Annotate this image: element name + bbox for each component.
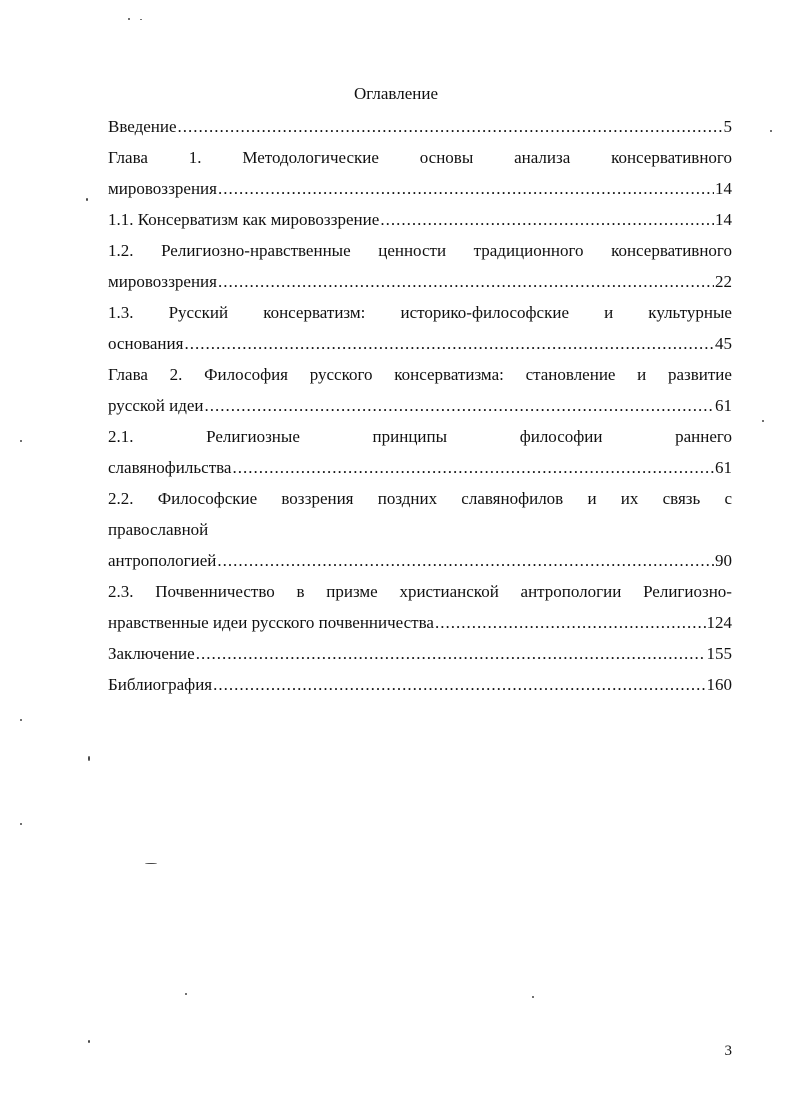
toc-word: и bbox=[604, 303, 614, 322]
dot-leader bbox=[184, 333, 714, 355]
toc-word: воззрения bbox=[281, 489, 354, 508]
toc-entry bbox=[108, 147, 732, 200]
scan-speck bbox=[770, 130, 772, 132]
toc-page-number: 14 bbox=[715, 179, 732, 198]
toc-entry-line bbox=[108, 581, 732, 603]
toc-entry-text: антропологией bbox=[108, 551, 217, 570]
scan-speck bbox=[128, 18, 130, 20]
toc-word: славянофилов bbox=[461, 489, 564, 508]
toc-entry bbox=[108, 581, 732, 634]
toc-page-number: 61 bbox=[715, 458, 732, 477]
toc-page-number: 5 bbox=[723, 117, 732, 136]
toc-word: с bbox=[724, 489, 732, 508]
toc-word: связь bbox=[662, 489, 701, 508]
toc-entry-text: мировоззрения bbox=[108, 272, 217, 291]
dot-leader bbox=[205, 395, 714, 417]
dot-leader bbox=[196, 643, 706, 665]
toc-leader-line bbox=[108, 674, 732, 696]
toc-entry-text: Библиография bbox=[108, 675, 213, 694]
toc-word: консерватизма: bbox=[394, 365, 504, 384]
toc-entry-text: Заключение bbox=[108, 644, 195, 663]
toc-word: анализа bbox=[514, 148, 571, 167]
toc-entry-text: 1.1. Консерватизм как мировоззрение bbox=[108, 210, 380, 229]
scan-speck bbox=[20, 440, 22, 442]
toc-word: в bbox=[296, 582, 305, 601]
toc-entry-text: Введение bbox=[108, 117, 177, 136]
toc-word: основы bbox=[419, 148, 474, 167]
toc-word: 1.2. bbox=[108, 241, 134, 260]
toc-word: и bbox=[587, 489, 597, 508]
toc-word: философии bbox=[519, 427, 603, 446]
toc-leader-line bbox=[108, 209, 732, 231]
dot-leader bbox=[435, 612, 706, 634]
toc-word: 2. bbox=[169, 365, 183, 384]
toc-page-number: 22 bbox=[715, 272, 732, 291]
toc-word: становление bbox=[525, 365, 616, 384]
toc-word: 1.3. bbox=[108, 303, 134, 322]
scan-speck bbox=[20, 823, 22, 825]
toc-word: 2.1. bbox=[108, 427, 134, 446]
toc-entry bbox=[108, 364, 732, 417]
scan-speck bbox=[145, 863, 157, 864]
toc-entry bbox=[108, 116, 732, 138]
dot-leader bbox=[178, 116, 723, 138]
toc-word: Религиозно-нравственные bbox=[161, 241, 351, 260]
toc-word: их bbox=[620, 489, 639, 508]
toc-page-number: 155 bbox=[706, 644, 732, 663]
toc-entry-line bbox=[108, 364, 732, 386]
toc-word: Религиозно- bbox=[643, 582, 732, 601]
toc-entry bbox=[108, 674, 732, 696]
toc-word: развитие bbox=[667, 365, 732, 384]
toc-word: ценности bbox=[378, 241, 447, 260]
toc-word: антропологии bbox=[520, 582, 622, 601]
toc-leader-line bbox=[108, 612, 732, 634]
toc-entry-line bbox=[108, 302, 732, 324]
toc-word: Русский bbox=[168, 303, 229, 322]
toc-word: Философские bbox=[157, 489, 258, 508]
toc-leader-line bbox=[108, 395, 732, 417]
toc-entry-line bbox=[108, 488, 732, 510]
scan-speck bbox=[88, 756, 90, 761]
toc-word: и bbox=[637, 365, 647, 384]
toc-word: Глава bbox=[108, 148, 148, 167]
toc-word: Глава bbox=[108, 365, 148, 384]
toc-leader-line bbox=[108, 178, 732, 200]
toc-page-number: 61 bbox=[715, 396, 732, 415]
toc-word: консерватизм: bbox=[263, 303, 366, 322]
toc-entry bbox=[108, 209, 732, 231]
toc-word: христианской bbox=[399, 582, 499, 601]
toc-word: Методологические bbox=[242, 148, 379, 167]
toc-word: русского bbox=[309, 365, 373, 384]
toc-word: консервативного bbox=[611, 241, 732, 260]
toc-word: призме bbox=[326, 582, 378, 601]
toc-entry-line bbox=[108, 147, 732, 169]
toc-entry-text: нравственные идеи русского почвенничества bbox=[108, 613, 434, 632]
toc-entry-line: православной bbox=[108, 520, 209, 539]
toc-entry bbox=[108, 643, 732, 665]
toc-leader-line bbox=[108, 643, 732, 665]
toc-word: Почвенничество bbox=[155, 582, 275, 601]
dot-leader bbox=[218, 271, 714, 293]
toc-entry bbox=[108, 426, 732, 479]
toc-entry-text: славянофильства bbox=[108, 458, 232, 477]
toc-word: Религиозные bbox=[206, 427, 300, 446]
toc-entry-line bbox=[108, 426, 732, 448]
toc-word: поздних bbox=[377, 489, 438, 508]
toc-leader-line bbox=[108, 271, 732, 293]
toc-entry-text: русской идеи bbox=[108, 396, 204, 415]
toc-leader-line bbox=[108, 333, 732, 355]
scan-speck bbox=[185, 993, 187, 995]
toc-entry-text: мировоззрения bbox=[108, 179, 217, 198]
toc-leader-line bbox=[108, 457, 732, 479]
toc-entry-text: основания bbox=[108, 334, 184, 353]
dot-leader bbox=[232, 457, 714, 479]
toc-word: культурные bbox=[648, 303, 732, 322]
scan-speck bbox=[88, 1040, 90, 1043]
page-number: 3 bbox=[724, 1043, 732, 1059]
toc-page-number: 90 bbox=[715, 551, 732, 570]
toc-entry bbox=[108, 488, 732, 572]
scan-speck bbox=[762, 420, 764, 422]
toc-page-number: 14 bbox=[715, 210, 732, 229]
toc-entry-line bbox=[108, 240, 732, 262]
dot-leader bbox=[217, 550, 714, 572]
toc-entry bbox=[108, 302, 732, 355]
toc-word: принципы bbox=[372, 427, 448, 446]
dot-leader bbox=[380, 209, 714, 231]
scan-speck bbox=[532, 996, 534, 998]
toc-entry bbox=[108, 240, 732, 293]
toc-word: консервативного bbox=[611, 148, 732, 167]
table-of-contents bbox=[108, 116, 732, 705]
toc-word: историко-философские bbox=[400, 303, 569, 322]
toc-page-number: 124 bbox=[706, 613, 732, 632]
toc-word: 2.2. bbox=[108, 489, 134, 508]
dot-leader bbox=[213, 674, 705, 696]
scan-speck bbox=[20, 719, 22, 721]
toc-page-number: 45 bbox=[715, 334, 732, 353]
scan-speck bbox=[140, 19, 142, 20]
toc-word: традиционного bbox=[473, 241, 584, 260]
toc-word: Философия bbox=[204, 365, 289, 384]
toc-leader-line bbox=[108, 116, 732, 138]
toc-page-number: 160 bbox=[706, 675, 732, 694]
dot-leader bbox=[218, 178, 714, 200]
toc-word: раннего bbox=[675, 427, 732, 446]
toc-leader-line bbox=[108, 550, 732, 572]
toc-word: 1. bbox=[188, 148, 202, 167]
toc-word: 2.3. bbox=[108, 582, 134, 601]
scan-speck bbox=[86, 198, 88, 201]
toc-title: Оглавление bbox=[354, 84, 438, 103]
